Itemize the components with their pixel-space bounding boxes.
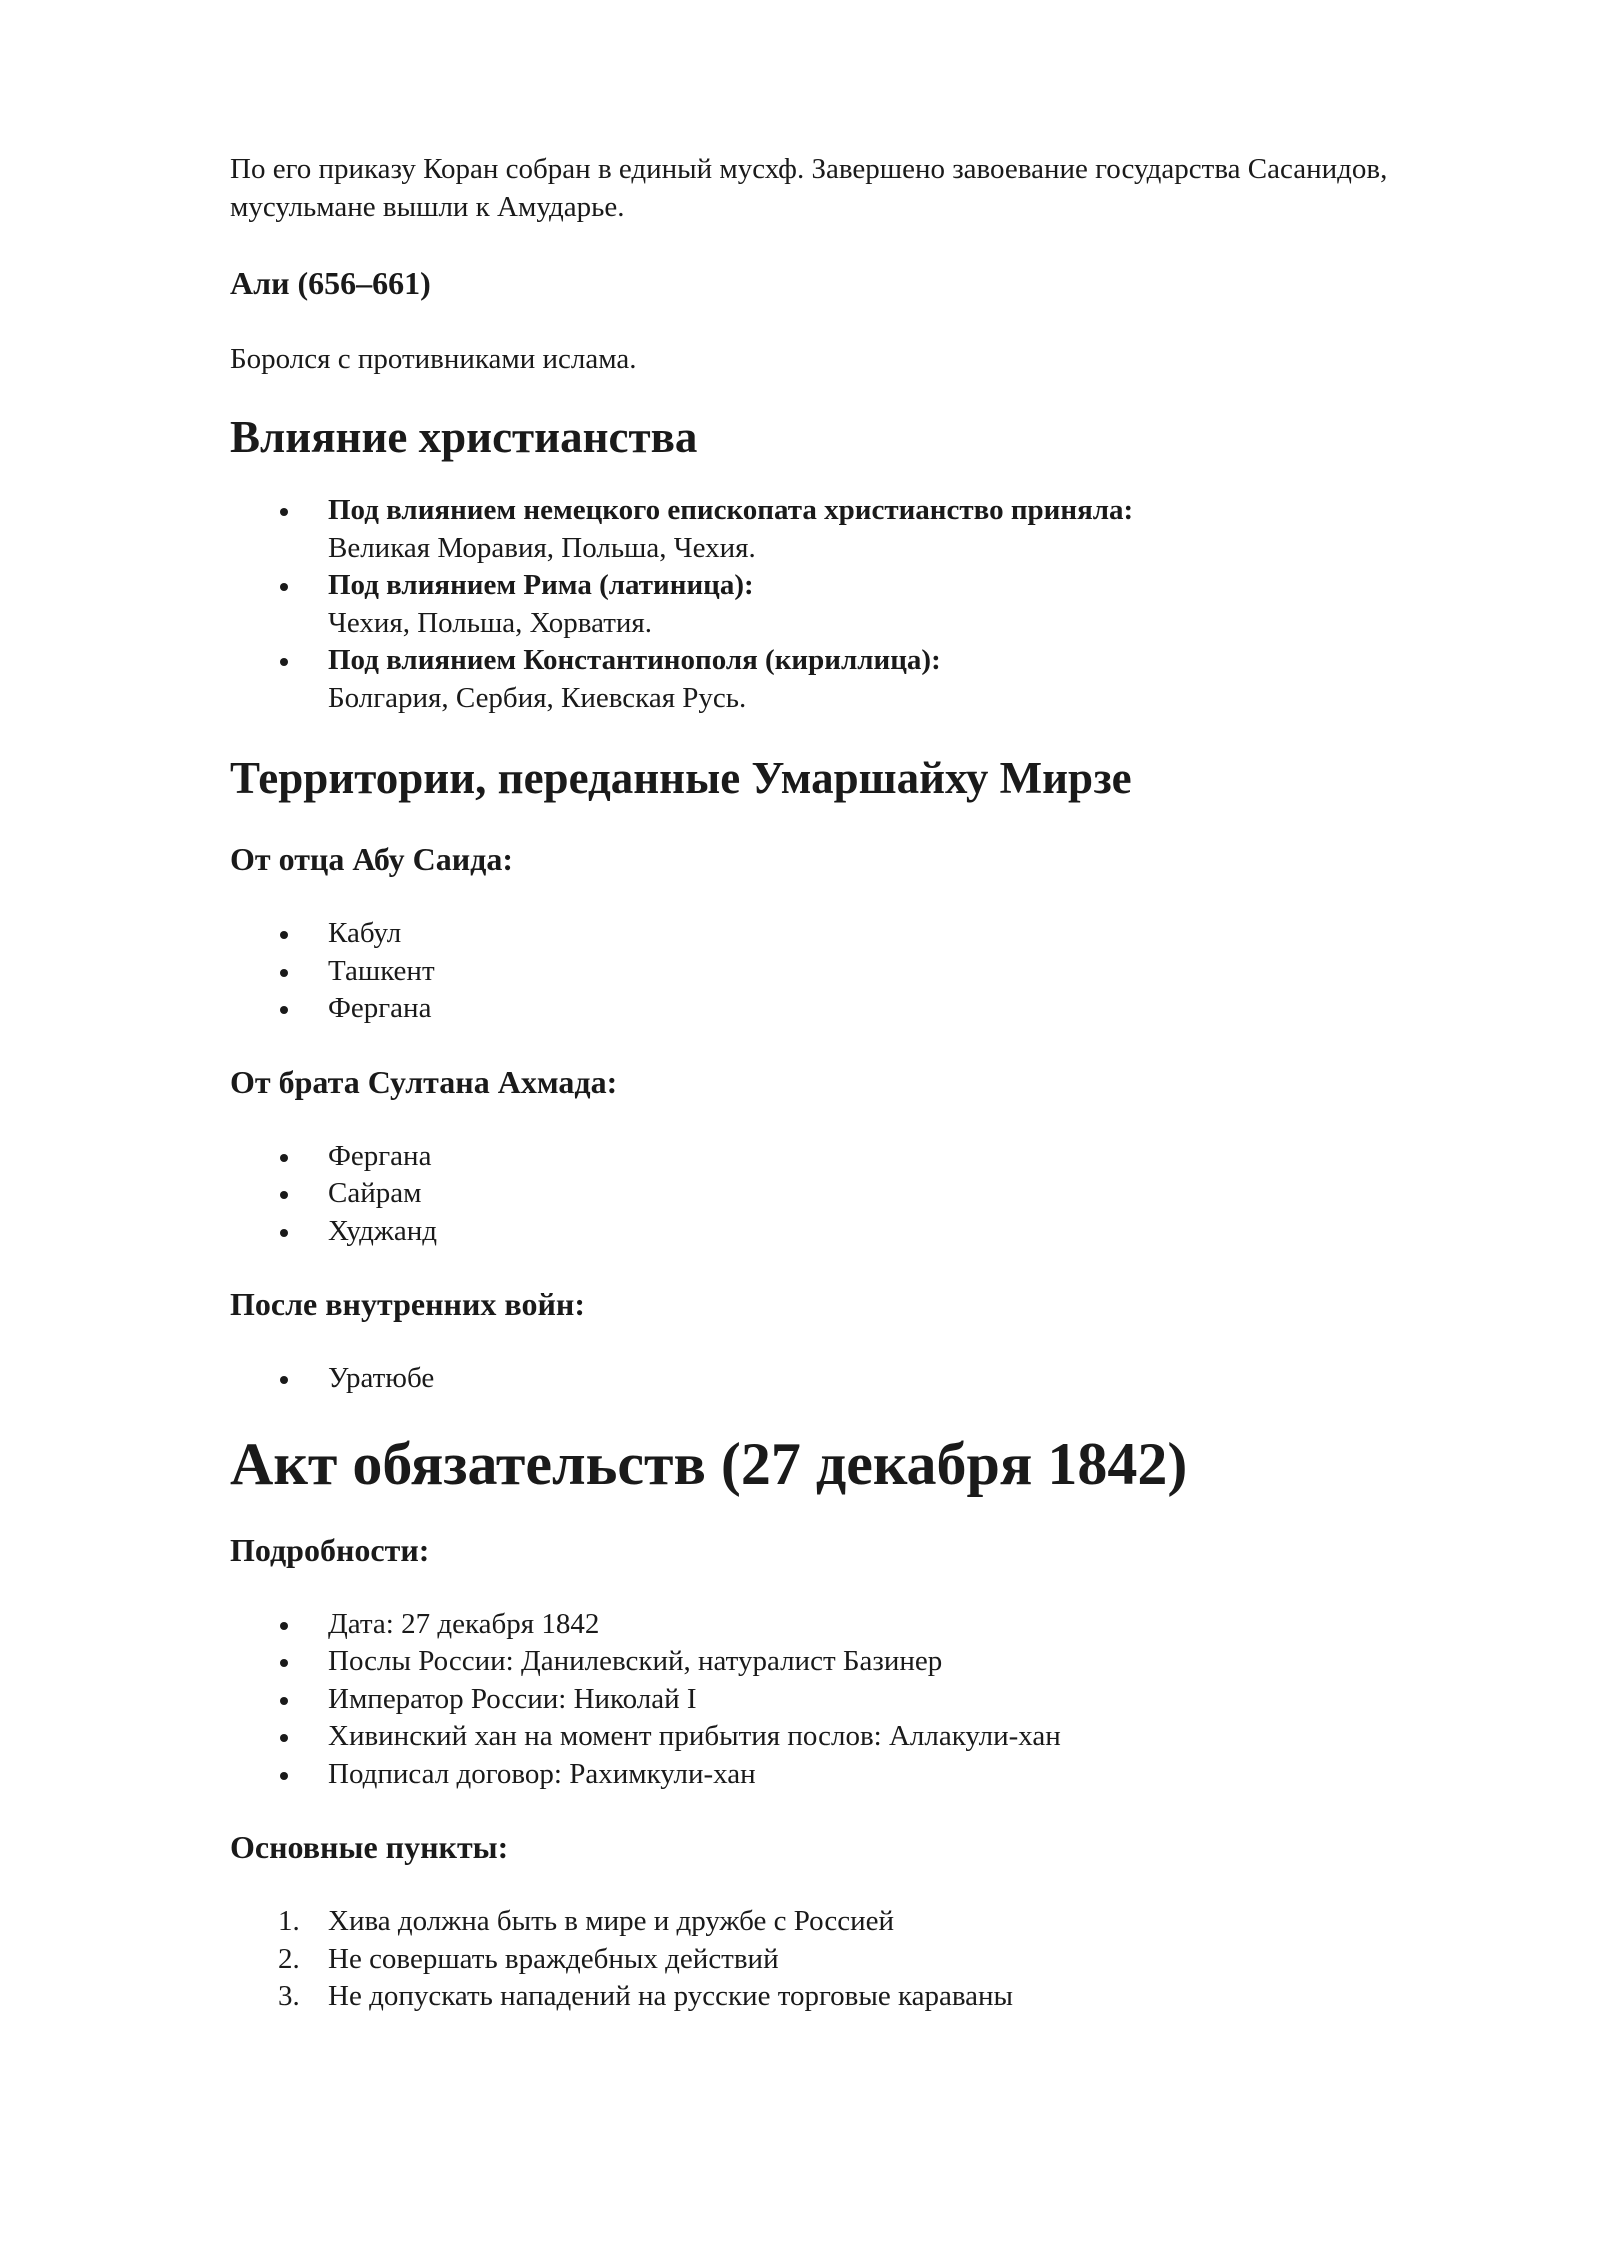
list-item: Послы России: Данилевский, натуралист Базинер bbox=[230, 1643, 1430, 1681]
from-father-list bbox=[230, 915, 1430, 1028]
after-wars-heading: После внутренних войн: bbox=[230, 1286, 585, 1322]
list-item bbox=[230, 567, 1430, 642]
from-father-heading: От отца Абу Саида: bbox=[230, 841, 513, 877]
list-item bbox=[230, 1941, 1430, 1979]
list-item: Император России: Николай I bbox=[230, 1681, 1430, 1719]
details-list bbox=[230, 1606, 1430, 1794]
list-item: Худжанд bbox=[230, 1213, 1430, 1251]
list-item: Фергана bbox=[230, 1138, 1430, 1176]
from-brother-list bbox=[230, 1138, 1430, 1251]
list-item-number: 1. bbox=[278, 1905, 300, 1937]
intro-paragraph: По его приказу Коран собран в единый мусхф. Завершено завоевание государства Сасанидов, мусульмане вышли к Амударье. bbox=[230, 153, 1388, 223]
list-item bbox=[230, 642, 1430, 717]
points-list bbox=[230, 1903, 1430, 2016]
christianity-heading: Влияние христианства bbox=[230, 412, 698, 462]
list-item-text: Великая Моравия, Польша, Чехия. bbox=[328, 531, 756, 564]
list-item-number: 2. bbox=[278, 1942, 300, 1975]
list-item: Хивинский хан на момент прибытия послов: Аллакули-хан bbox=[230, 1718, 1430, 1756]
list-item: Дата: 27 декабря 1842 bbox=[230, 1606, 1430, 1644]
ali-text: Боролся с противниками ислама. bbox=[230, 343, 637, 375]
list-item: Фергана bbox=[230, 990, 1430, 1028]
list-item: Уратюбе bbox=[230, 1360, 1430, 1398]
list-item: Кабул bbox=[230, 915, 1430, 953]
list-item-text: Чехия, Польша, Хорватия. bbox=[328, 606, 652, 639]
points-heading: Основные пункты: bbox=[230, 1829, 509, 1865]
list-item-title: Под влиянием Константинополя (кириллица): bbox=[328, 644, 941, 676]
christianity-list bbox=[230, 492, 1430, 717]
act-heading: Акт обязательств (27 декабря 1842) bbox=[230, 1430, 1188, 1497]
list-item-text: Не совершать враждебных действий bbox=[328, 1942, 779, 1975]
details-heading: Подробности: bbox=[230, 1531, 430, 1568]
list-item bbox=[230, 1903, 1430, 1941]
after-wars-list bbox=[230, 1360, 1430, 1398]
list-item-text: Хива должна быть в мире и дружбе с Россией bbox=[328, 1905, 895, 1937]
list-item-text: Не допускать нападений на русские торговые караваны bbox=[328, 1980, 1014, 2012]
territories-heading: Территории, переданные Умаршайху Мирзе bbox=[230, 753, 1132, 803]
list-item-title: Под влиянием Рима (латиница): bbox=[328, 569, 754, 601]
list-item bbox=[230, 492, 1430, 567]
list-item: Сайрам bbox=[230, 1175, 1430, 1213]
list-item-title: Под влиянием немецкого епископата христианство приняла: bbox=[328, 494, 1134, 526]
from-brother-heading: От брата Султана Ахмада: bbox=[230, 1063, 618, 1100]
list-item-text: Болгария, Сербия, Киевская Русь. bbox=[328, 681, 747, 714]
document-page bbox=[230, 150, 1430, 2016]
list-item: Подписал договор: Рахимкули-хан bbox=[230, 1756, 1430, 1794]
list-item: Ташкент bbox=[230, 953, 1430, 991]
list-item-number: 3. bbox=[278, 1980, 300, 2012]
list-item bbox=[230, 1978, 1430, 2016]
ali-heading: Али (656–661) bbox=[230, 265, 431, 301]
